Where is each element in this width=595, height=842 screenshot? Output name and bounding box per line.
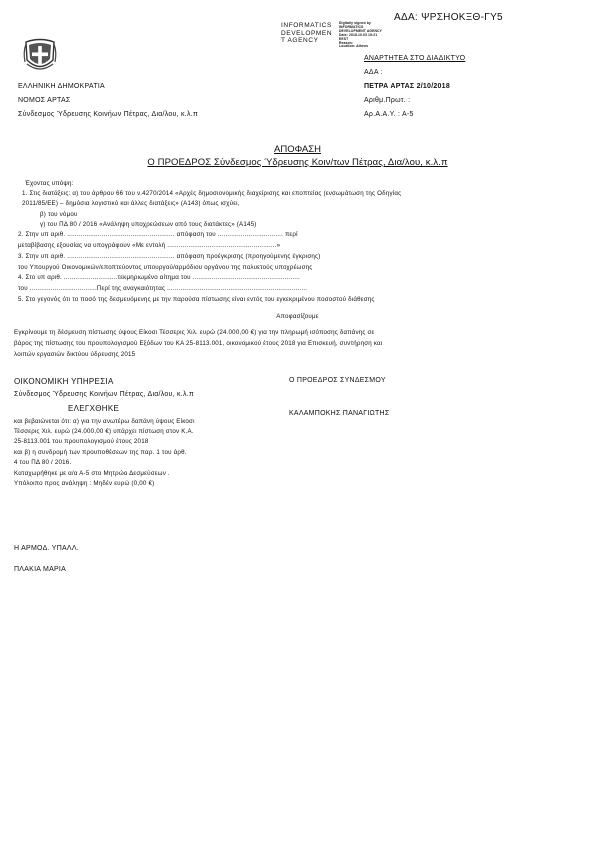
president-role: Ο ΠΡΟΕΔΡΟΣ ΣΥΝΔΕΣΜΟΥ <box>289 377 386 384</box>
finance-organization: Σύνδεσμος Ύδρευσης Κοινήων Πέτρας, Δια/λου, κ.λ.π <box>14 391 194 398</box>
decision-line-1: Εγκρίνουμε τη δέσμευση πίστωσης ύψους Είκοσι Τέσσερις Χιλ. ευρώ (24.000,00 €) για την πληρωμή ισόποσης δαπάνης σε <box>14 329 375 336</box>
check-line-4: και β) η συνδρομή των προυποθέσεων της παρ. 1 του άρθ. <box>14 449 187 456</box>
ada-field: ΑΔΑ : <box>364 69 383 76</box>
president-name: ΚΑΛΑΜΠΟΚΗΣ ΠΑΝΑΓΙΩΤΗΣ <box>289 410 390 417</box>
greek-emblem-icon <box>22 38 58 74</box>
official-name: ΠΛΑΚΙΑ ΜΑΡΙΑ <box>14 566 67 573</box>
clause-2a: 2. Στην υπ αριθ. ........................................................ απόφαση του .................................. περί <box>18 231 298 238</box>
decision-subtitle: Ο ΠΡΟΕΔΡΟΣ Σύνδεσμος Ύδρευσης Κοιν/των Πέτρας, Δια/λου, κ.λ.π <box>147 157 448 168</box>
clause-4a: 4. Στο υπ αριθ. ............................τεκμηριωμένο αίτημα του ........................................................ <box>18 274 301 281</box>
decision-line-3: λοιπών εργασιών δικτύου ύδρευσης 2015 <box>14 351 136 358</box>
clause-2b: μεταβίβασης εξουσίας να υπογράφουν «Με εντολή .........................................................» <box>18 242 281 249</box>
decide-heading: Αποφασίζουμε <box>276 313 319 320</box>
finance-heading: ΟΙΚΟΝΟΜΙΚΗ ΥΠΗΡΕΣΙΑ <box>14 377 114 386</box>
check-line-1: και βεβαιώνεται ότι: α) για την ανωτέρω δαπάνη ύψους Είκοσι <box>14 418 195 425</box>
aay-number: Αρ.Α.Α.Υ. : Α-5 <box>364 111 414 118</box>
clause-1a: 1. Στις διατάξεις: α) του άρθρου 66 του ν.4270/2014 «Αρχές δημοσιονομικής διαχείρισης και εποπτείας (ενσωμάτωση της Οδηγίας <box>22 190 402 197</box>
ada-code: ΑΔΑ: ΨΡΣΗΟΚΞΘ-ΓΥ5 <box>394 12 503 23</box>
clause-1d: γ) του ΠΔ 80 / 2016 «Ανάληψη υποχρεώσεων από τους διατάκτες» (Α145) <box>40 221 257 228</box>
clause-5: 5. Στο γεγονός ότι το ποσό της δεσμευόμενης με την παρούσα πίστωσης είναι εντός του εγκεκριμένου ποσοστού διάθεσης <box>18 296 375 303</box>
clause-4b: του ...................................Περί της αναγκαιότητας ......................................................................... <box>18 285 308 292</box>
header-organization: Σύνδεσμος Ύδρευσης Κοινήων Πέτρας, Δια/λου, κ.λ.π <box>18 111 198 118</box>
header-prefecture: ΝΟΜΟΣ ΑΡΤΑΣ <box>18 97 71 104</box>
intro-line: Έχοντας υπόψη: <box>25 180 74 187</box>
check-line-5: 4 του ΠΔ 80 / 2016. <box>14 459 72 466</box>
check-line-3: 25-8113.001 του προυπολογισμού έτους 2018 <box>14 438 149 445</box>
checked-label: ΕΛΕΓΧΘΗΚΕ <box>68 404 120 413</box>
official-role: Η ΑΡΜΟΔ. ΥΠΑΛΛ. <box>14 545 79 552</box>
clause-3a: 3. Στην υπ αριθ. ........................................................ απόφαση προέγκρισης (προηγούμενης έγκρισης) <box>18 253 321 260</box>
place-date: ΠΕΤΡΑ ΑΡΤΑΣ 2/10/2018 <box>364 83 450 90</box>
check-line-2: Τέσσερις Χιλ. ευρώ (24.000,00 €) υπάρχει πίστωση στον Κ.Α. <box>14 428 194 435</box>
digital-signature-details: Digitally signed by INFORMATICS DEVELOPMENT AGENCY Date: 2018.10.03 15:21 EEST Reason: Location: Athens <box>339 21 382 49</box>
clause-3b: του Υπουργού Οικονομικών/εποπτεύοντος υπουργού/αρμόδιου οργάνου της πολυετούς υποχρέωσης <box>18 264 313 271</box>
check-line-7: Υπόλοιπο προς ανάληψη : Μηδέν ευρώ (0,00 €) <box>14 480 155 487</box>
decision-title: ΑΠΟΦΑΣΗ <box>274 144 321 155</box>
protocol-number: Αριθμ.Πρωτ. : <box>364 97 411 104</box>
agency-name: INFORMATICS DEVELOPMEN T AGENCY <box>281 22 333 45</box>
check-line-6: Καταχωρήθηκε με α/α Α-5 στο Μητρώο Δεσμεύσεων . <box>14 470 170 477</box>
decision-line-2: βάρος της πίστωσης του προυπολογισμού Εξόδων του ΚΑ 25-8113.001, οικονομικού έτους 2018 για Επισκευή, συντήρηση και <box>14 340 383 347</box>
clause-1c: β) του νόμου <box>40 211 78 218</box>
post-online-note: ΑΝΑΡΤΗΤΕΑ ΣΤΟ ΔΙΑΔΙΚΤΥΟ <box>364 55 466 62</box>
header-republic: ΕΛΛΗΝΙΚΗ ΔΗΜΟΚΡΑΤΙΑ <box>18 83 105 90</box>
clause-1b: 2011/85/ΕΕ) – δημόσια λογιστικό και άλλες διατάξεις» (Α143) όπως ισχύει, <box>22 200 240 207</box>
